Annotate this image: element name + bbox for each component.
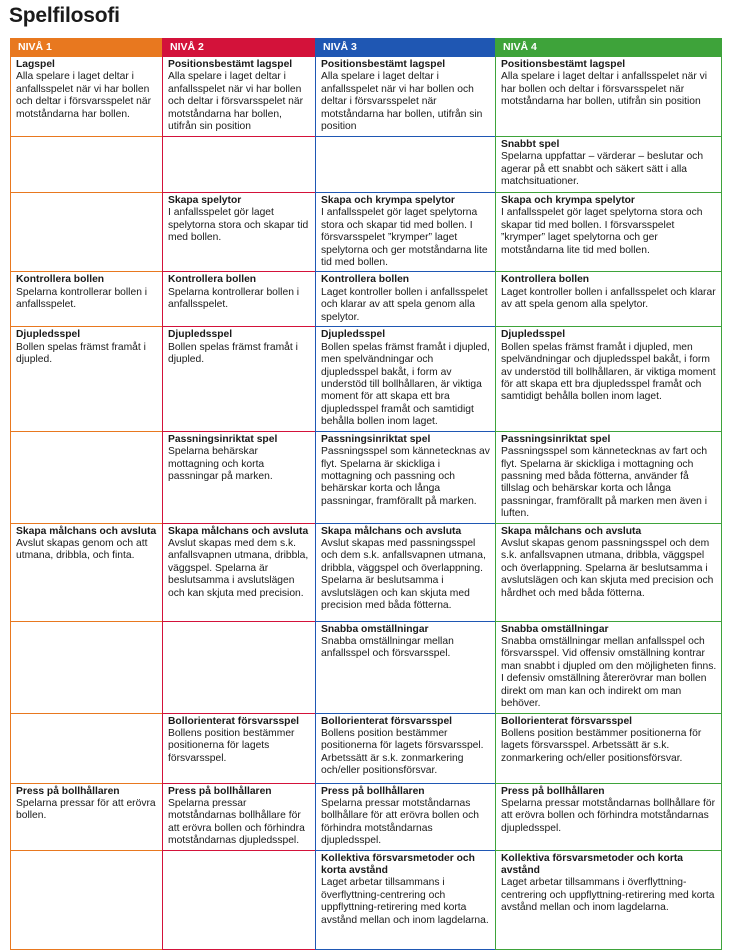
cell-text: Bollen spelas främst framåt i djupled. (16, 341, 146, 366)
cell-heading: Kontrollera bollen (16, 274, 105, 286)
cell-niva-4 (495, 272, 722, 327)
table-row (10, 272, 722, 327)
cell-text: Spelarna behärskar mottagning och korta passningar på marken. (168, 446, 273, 482)
cell-text: I anfallsspelet gör laget spelytorna stora och skapar tid med bollen. I försvarsspelet ”krymper” laget spelytorna och ger motståndarna lite tid med bollen. (321, 207, 488, 269)
cell-heading: Skapa spelytor (168, 195, 242, 206)
cell-niva-3 (315, 784, 495, 851)
table-row (10, 714, 722, 784)
cell-niva-1 (10, 137, 162, 193)
header-row (10, 38, 722, 57)
cell-niva-2 (162, 327, 315, 431)
cell-text: Bollens position bestämmer positionerna för lagets försvarsspel. Arbetssätt är s.k. zonmarkering och/eller positionsförsvar. (321, 727, 484, 777)
cell-text: Bollens position bestämmer positionerna för lagets försvarsspel. Arbetssätt är s.k. zonmarkering och/eller positionsförsvar. (501, 727, 702, 764)
cell-niva-1 (10, 851, 162, 950)
cell-heading: Press på bollhållaren (501, 785, 605, 797)
cell-niva-4 (495, 524, 722, 622)
cell-heading: Djupledsspel (168, 329, 233, 341)
cell-text: Snabba omställningar mellan anfallsspel och försvarsspel. Vid offensiv omställning kontrar man snabbt i djupled om den möjligheten finns. I defensiv omställning återerövrar man bollen direkt om man kan och indirekt om man behöver. (501, 635, 717, 709)
table-row (10, 432, 722, 524)
cell-text: Bollen spelas främst framåt i djupled, men spelvändningar och djupledsspel bakåt, i form av understöd till bollhållaren, är viktiga moment för att skapa ett bra djupledsspel framåt och samtidigt behålla bollen inom laget. (501, 341, 716, 403)
cell-niva-3 (315, 137, 495, 193)
cell-heading: Press på bollhållaren (168, 785, 272, 797)
cell-text: Passningsspel som kännetecknas av fart och flyt. Spelarna är skickliga i mottagning och passning med båda fötterna, använder få tillslag och behärskar korta och långa passningar, framförallt på marken men även i luften. (501, 446, 708, 520)
cell-niva-2 (162, 137, 315, 193)
cell-niva-4 (495, 137, 722, 193)
cell-text: I anfallsspelet gör laget spelytorna stora och skapar tid med bollen. I försvarsspelet ”krymper” laget spelytorna och ger motståndarna lite tid med bollen. (501, 207, 703, 256)
cell-text: Spelarna uppfattar – värderar – beslutar och agerar på ett snabbt och säkert sätt i alla matchsituationer. (501, 151, 704, 188)
cell-heading: Passningsinriktat spel (501, 433, 611, 445)
cell-text: Avslut skapas med dem s.k. anfallsvapnen utmana, dribbla, väggspel. Spelarna är beslutsamma i avslutslägen och kan skjuta med precision. (168, 537, 309, 599)
cell-text: Bollens position bestämmer positionerna för lagets försvarsspel. (168, 727, 295, 764)
table-row (10, 57, 722, 137)
table-row (10, 851, 722, 950)
cell-niva-3 (315, 272, 495, 327)
cell-heading: Kontrollera bollen (168, 274, 257, 286)
page-title: Spelfilosofi (9, 4, 120, 27)
cell-heading: Skapa målchans och avsluta (168, 525, 309, 537)
cell-heading: Djupledsspel (501, 329, 566, 341)
cell-heading: Kollektiva försvarsmetoder och korta avstånd (501, 852, 683, 876)
cell-niva-2 (162, 622, 315, 714)
cell-niva-3 (315, 851, 495, 950)
cell-niva-3 (315, 714, 495, 784)
cell-heading: Skapa målchans och avsluta (321, 525, 462, 537)
header-niva-3: NIVÅ 3 (315, 38, 495, 57)
cell-niva-4 (495, 851, 722, 950)
cell-heading: Snabba omställningar (321, 623, 429, 635)
cell-niva-4 (495, 714, 722, 784)
cell-heading: Positionsbestämt lagspel (168, 59, 293, 70)
philosophy-table (10, 38, 722, 950)
cell-niva-2 (162, 524, 315, 622)
cell-niva-4 (495, 193, 722, 272)
cell-text: Alla spelare i laget deltar i anfallsspelet när vi har bollen och deltar i försvarsspelet när motståndarna har bollen. (16, 71, 152, 120)
cell-text: Laget arbetar tillsammans i överflyttning-centrering och uppflyttning-retirering med korta avstånd mellan och inom lagdelarna. (321, 877, 489, 926)
cell-heading: Skapa målchans och avsluta (16, 525, 157, 537)
cell-text: Avslut skapas genom och att utmana, dribbla, och finta. (16, 537, 148, 562)
cell-niva-1 (10, 784, 162, 851)
cell-text: Spelarna pressar för att erövra bollen. (16, 797, 156, 822)
cell-heading: Positionsbestämt lagspel (501, 59, 626, 70)
cell-niva-4 (495, 57, 722, 137)
header-niva-4: NIVÅ 4 (495, 38, 722, 57)
cell-text: Avslut skapas med passningsspel och dem s.k. anfallsvapnen utmana, dribbla, väggspel och överlappning. Spelarna är beslutsamma i avslutslägen och kan skjuta med precision med båda fötterna. (321, 537, 486, 611)
cell-text: Laget kontroller bollen i anfallsspelet och klarar av att spela genom alla spelytor. (501, 286, 716, 311)
cell-heading: Skapa och krympa spelytor (501, 195, 635, 206)
cell-niva-1 (10, 524, 162, 622)
cell-text: Spelarna pressar motståndarnas bollhållare för att erövra bollen och förhindra motståndarnas djupledsspel. (168, 797, 305, 847)
cell-niva-3 (315, 524, 495, 622)
table-row (10, 327, 722, 431)
cell-niva-1 (10, 622, 162, 714)
table-row (10, 784, 722, 851)
header-niva-1: NIVÅ 1 (10, 38, 162, 57)
cell-heading: Lagspel (16, 59, 55, 70)
cell-niva-3 (315, 622, 495, 714)
cell-niva-3 (315, 327, 495, 431)
cell-heading: Skapa och krympa spelytor (321, 195, 455, 206)
cell-heading: Djupledsspel (321, 329, 386, 341)
table-row (10, 193, 722, 272)
cell-niva-4 (495, 327, 722, 431)
cell-niva-1 (10, 272, 162, 327)
cell-text: Spelarna pressar motståndarnas bollhållare för att erövra bollen och förhindra motståndarnas djupledsspel. (321, 797, 479, 847)
cell-niva-1 (10, 327, 162, 431)
cell-heading: Passningsinriktat spel (321, 433, 431, 445)
cell-heading: Kontrollera bollen (501, 274, 590, 286)
cell-text: Laget arbetar tillsammans i överflyttning-centrering och uppflyttning-retirering med korta avstånd mellan och inom lagdelarna. (501, 877, 715, 914)
cell-niva-1 (10, 193, 162, 272)
table-row (10, 622, 722, 714)
cell-niva-1 (10, 714, 162, 784)
cell-heading: Skapa målchans och avsluta (501, 525, 642, 537)
cell-heading: Snabba omställningar (501, 623, 609, 635)
cell-niva-4 (495, 622, 722, 714)
cell-niva-2 (162, 714, 315, 784)
cell-text: Avslut skapas genom passningsspel och dem s.k. anfallsvapnen utmana, dribbla, väggspel och överlappning. Spelarna är beslutsamma i avslutslägen och kan skjuta med precision och hårdhet och med båda fötterna. (501, 537, 714, 599)
cell-heading: Passningsinriktat spel (168, 433, 278, 445)
cell-heading: Djupledsspel (16, 329, 81, 341)
cell-heading: Press på bollhållaren (321, 785, 425, 797)
cell-heading: Bollorienterat försvarsspel (321, 715, 453, 727)
cell-niva-2 (162, 784, 315, 851)
cell-niva-2 (162, 193, 315, 272)
cell-heading: Snabbt spel (501, 139, 560, 150)
cell-text: Alla spelare i laget deltar i anfallsspelet när vi har bollen och deltar i försvarsspelet när motståndarna har bollen, utifrån sin position (168, 71, 304, 133)
cell-niva-4 (495, 432, 722, 524)
cell-niva-2 (162, 432, 315, 524)
cell-text: Alla spelare i laget deltar i anfallsspelet när vi har bollen och deltar i försvarsspelet när motståndarna har bollen, utifrån sin position (501, 71, 708, 108)
cell-niva-1 (10, 432, 162, 524)
cell-text: Passningsspel som kännetecknas av flyt. Spelarna är skickliga i mottagning och passning och behärskar korta och långa passningar, framförallt på marken. (321, 446, 490, 507)
cell-niva-3 (315, 193, 495, 272)
cell-heading: Positionsbestämt lagspel (321, 59, 446, 70)
cell-niva-2 (162, 272, 315, 327)
cell-niva-4 (495, 784, 722, 851)
cell-niva-2 (162, 851, 315, 950)
cell-niva-3 (315, 57, 495, 137)
cell-text: I anfallsspelet gör laget spelytorna stora och skapar tid med bollen. (168, 207, 309, 244)
table-row (10, 524, 722, 622)
cell-niva-2 (162, 57, 315, 137)
cell-text: Spelarna kontrollerar bollen i anfallsspelet. (16, 286, 148, 311)
cell-heading: Kollektiva försvarsmetoder och korta avstånd (321, 852, 475, 876)
cell-heading: Kontrollera bollen (321, 274, 410, 286)
header-niva-2: NIVÅ 2 (162, 38, 315, 57)
cell-text: Snabba omställningar mellan anfallsspel och försvarsspel. (321, 635, 454, 660)
cell-heading: Bollorienterat försvarsspel (168, 715, 300, 727)
cell-heading: Press på bollhållaren (16, 785, 120, 797)
cell-heading: Bollorienterat försvarsspel (501, 715, 633, 727)
cell-text: Laget kontroller bollen i anfallsspelet och klarar av att spela genom alla spelytor. (321, 286, 488, 323)
cell-text: Bollen spelas främst framåt i djupled, men spelvändningar och djupledsspel bakåt, i form av understöd till bollhållaren, är viktiga moment för att skapa ett bra djupledsspel framåt och samtidigt behålla bollen inom laget. (321, 341, 490, 428)
cell-text: Alla spelare i laget deltar i anfallsspelet när vi har bollen och deltar i försvarsspelet när motståndarna har bollen, utifrån sin position (321, 71, 483, 133)
cell-niva-3 (315, 432, 495, 524)
cell-text: Spelarna pressar motståndarnas bollhållare för att erövra bollen och förhindra motståndarnas djupledsspel. (501, 797, 716, 834)
cell-text: Spelarna kontrollerar bollen i anfallsspelet. (168, 286, 300, 311)
cell-text: Bollen spelas främst framåt i djupled. (168, 341, 298, 366)
table-row (10, 137, 722, 193)
cell-niva-1 (10, 57, 162, 137)
